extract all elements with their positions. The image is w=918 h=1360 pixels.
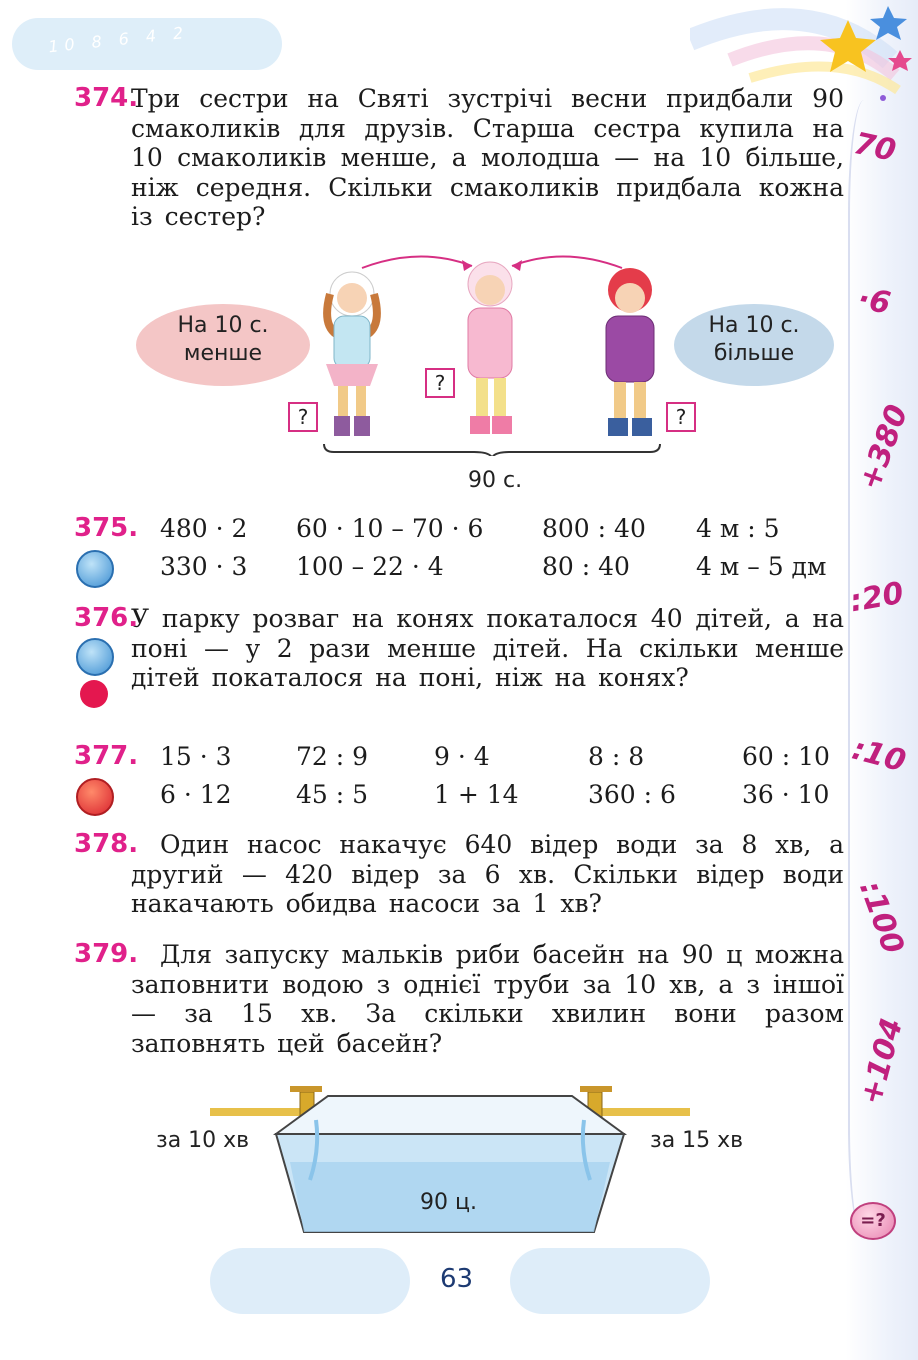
task-number: 377. xyxy=(74,741,139,771)
bottom-cloud-right xyxy=(510,1248,710,1314)
task-number: 376. xyxy=(74,603,139,633)
task-number: 374. xyxy=(74,83,139,113)
refresh-icon xyxy=(76,778,114,816)
girl-right xyxy=(606,268,654,436)
margin-number: ·6 xyxy=(855,281,894,322)
speech-bubble-left: На 10 с. менше xyxy=(136,304,310,386)
expression: 36 · 10 xyxy=(742,780,830,809)
expression: 480 · 2 xyxy=(160,514,248,543)
check-answer-text: =? xyxy=(860,1210,886,1231)
expression: 6 · 12 xyxy=(160,780,232,809)
task-number: 379. xyxy=(74,939,139,969)
expression: 9 · 4 xyxy=(434,742,490,771)
task-number: 375. xyxy=(74,513,139,543)
margin-number: +380 xyxy=(852,400,916,495)
margin-number: :100 xyxy=(852,876,911,959)
task-376 xyxy=(74,604,844,693)
girl-middle xyxy=(468,262,512,434)
margin-number: :20 xyxy=(847,575,907,620)
task-text: Три сестри на Святі зустрічі весни придбали 90 смаколиків для друзів. Старша сестра купила на 10 смаколиків менше, а молодша — на 10 більше, ніж середня. Скільки смаколиків придбала кожна із сестер? xyxy=(131,84,844,232)
expression: 8 : 8 xyxy=(588,742,645,771)
page-number: 63 xyxy=(440,1264,474,1294)
pool-illustration xyxy=(210,1072,690,1242)
expression: 15 · 3 xyxy=(160,742,232,771)
task-text: У парку розваг на конях покаталося 40 дітей, а на поні — у 2 рази менше дітей. На скільки менше дітей покаталося на поні, ніж на конях? xyxy=(131,604,844,693)
question-box: ? xyxy=(666,402,696,432)
expression: 330 · 3 xyxy=(160,552,248,581)
expression: 60 · 10 – 70 · 6 xyxy=(296,514,484,543)
right-pipe-label: за 15 хв xyxy=(650,1128,744,1153)
speech-bubble-right: На 10 с. більше xyxy=(674,304,834,386)
task-number: 378. xyxy=(74,829,139,859)
three-sisters-illustration xyxy=(300,246,700,456)
question-box: ? xyxy=(425,368,455,398)
task-374 xyxy=(74,84,844,232)
bottom-cloud-left xyxy=(210,1248,410,1314)
expression: 4 м : 5 xyxy=(696,514,780,543)
margin-number: :10 xyxy=(848,731,910,780)
expression: 360 : 6 xyxy=(588,780,676,809)
top-cloud-numbers: 10 8 6 4 2 xyxy=(47,22,191,57)
expression: 100 – 22 · 4 xyxy=(296,552,444,581)
expression: 60 : 10 xyxy=(742,742,830,771)
girl-left xyxy=(326,272,378,436)
question-box: ? xyxy=(288,402,318,432)
expression: 45 : 5 xyxy=(296,780,369,809)
red-dot-icon xyxy=(80,680,108,708)
expression: 72 : 9 xyxy=(296,742,369,771)
expression: 4 м – 5 дм xyxy=(696,552,827,581)
puzzle-icon xyxy=(76,550,114,588)
total-label: 90 с. xyxy=(468,468,523,493)
margin-number: 70 xyxy=(850,126,899,169)
left-pipe-label: за 10 хв xyxy=(156,1128,250,1153)
task-379 xyxy=(74,940,844,1058)
task-text: Для запуску мальків риби басейн на 90 ц можна заповнити водою з однієї труби за 10 хв, а з іншої — за 15 хв. За скільки хвилин вони разом заповнять цей басейн? xyxy=(131,940,844,1058)
expression: 1 + 14 xyxy=(434,780,519,809)
check-answer-icon xyxy=(850,1202,896,1240)
puzzle-icon xyxy=(76,638,114,676)
pool-label: 90 ц. xyxy=(420,1190,477,1215)
task-378 xyxy=(74,830,844,919)
expression: 800 : 40 xyxy=(542,514,646,543)
expression: 80 : 40 xyxy=(542,552,630,581)
task-text: Один насос накачує 640 відер води за 8 хв, а другий — 420 відер за 6 хв. Скільки відер води накачають обидва насоси за 1 хв? xyxy=(131,830,844,919)
margin-number: +104 xyxy=(853,1014,911,1109)
